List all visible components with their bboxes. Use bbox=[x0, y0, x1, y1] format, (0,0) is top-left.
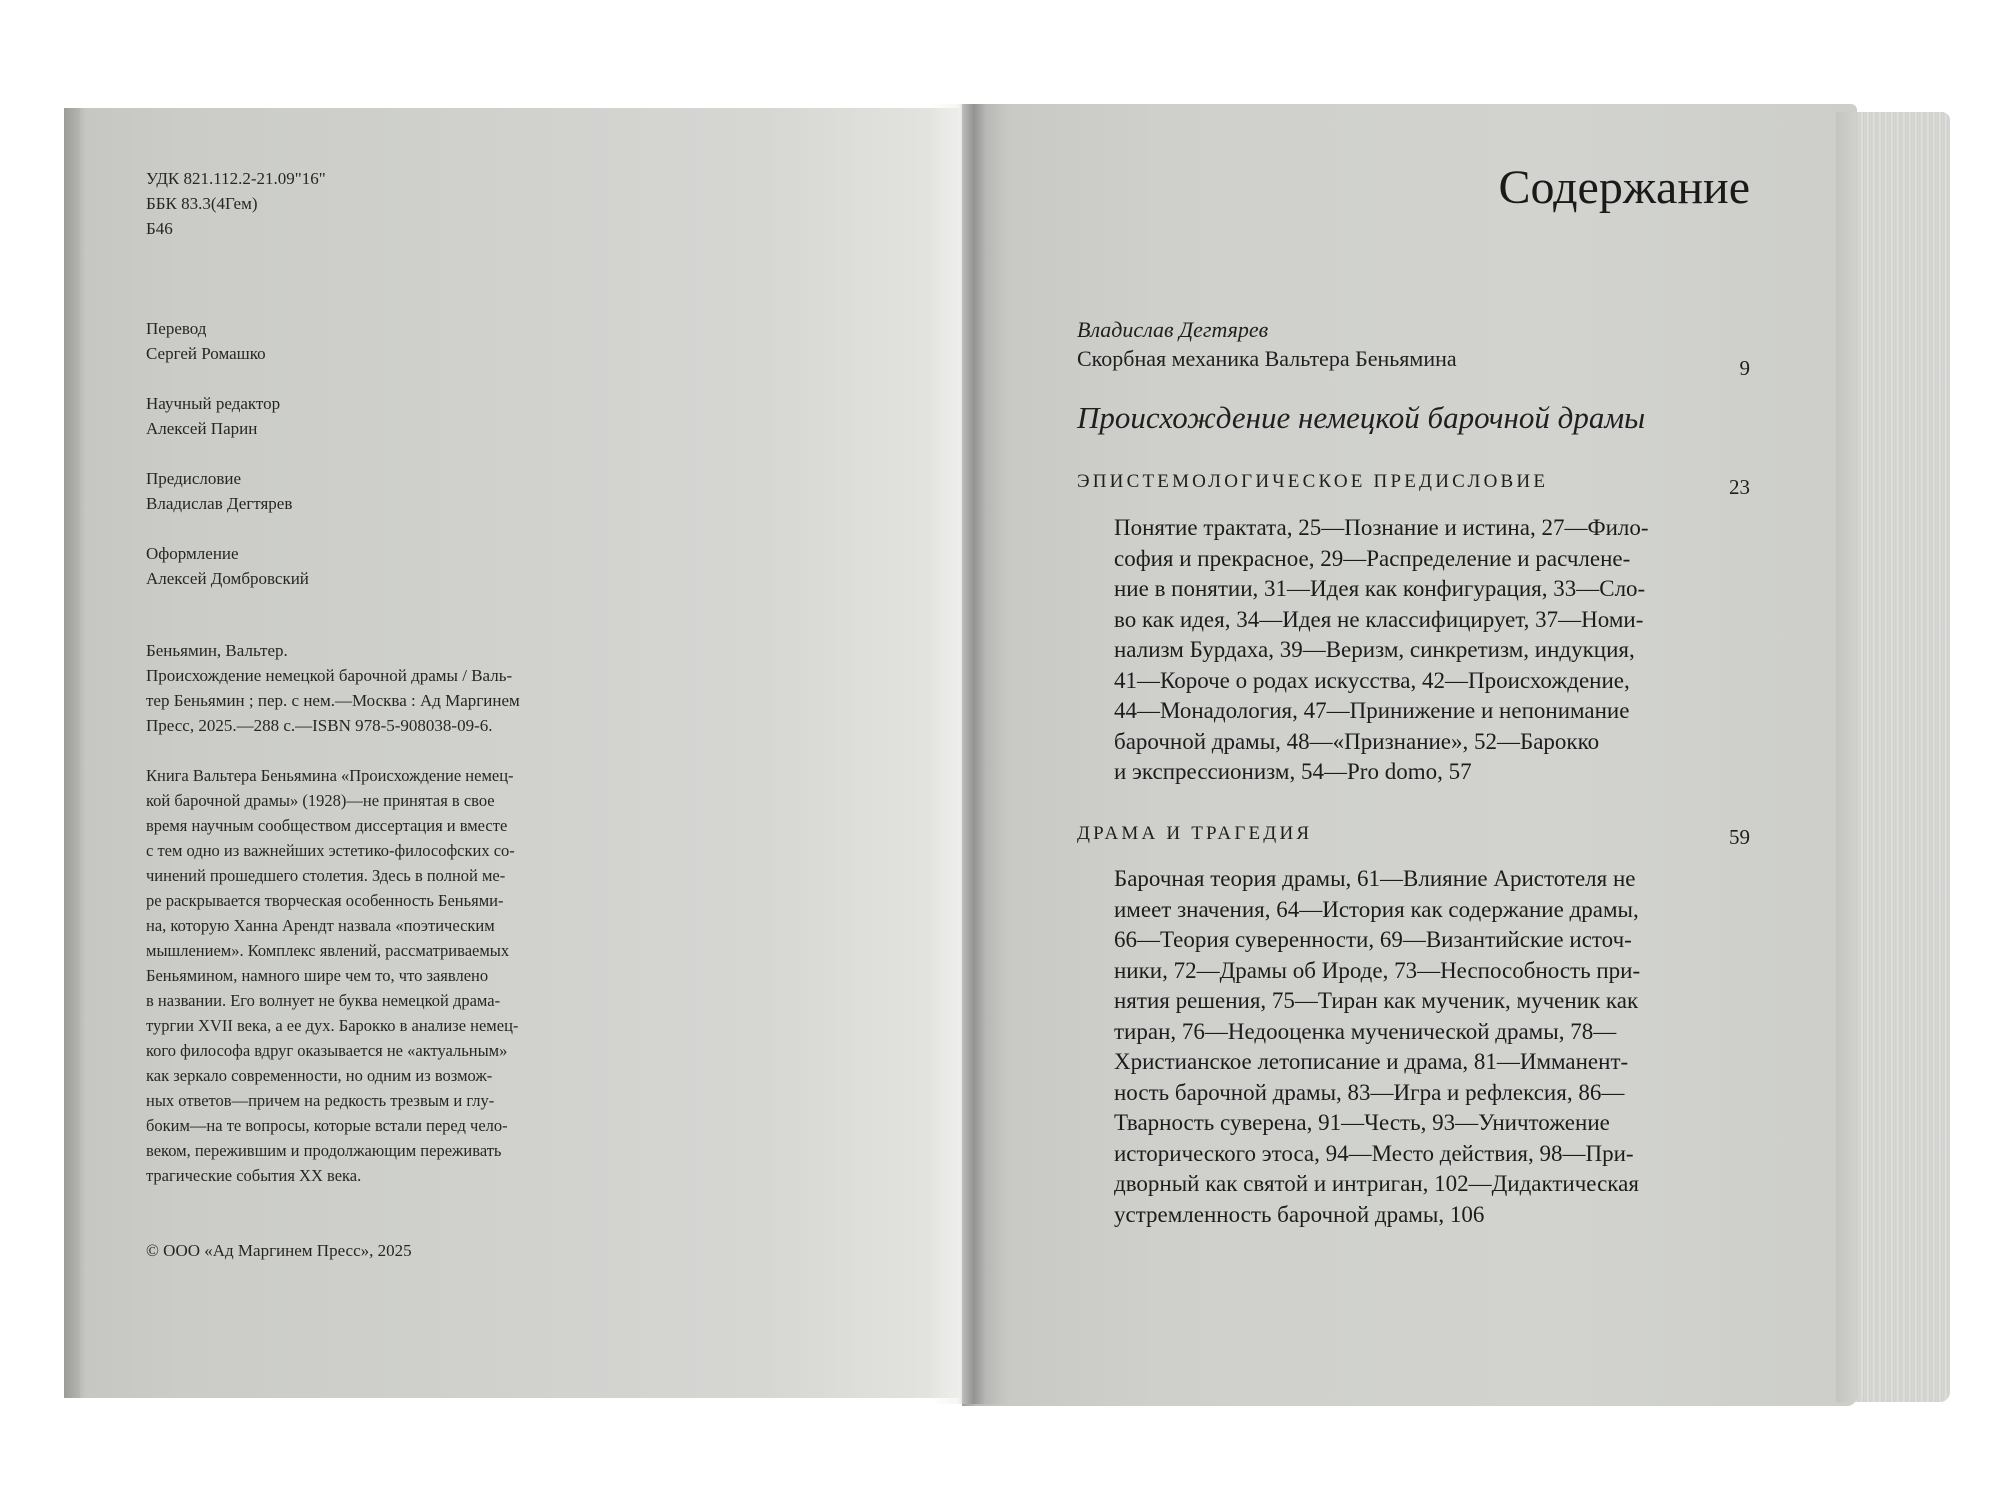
annotation-line: чинений прошедшего столетия. Здесь в полной ме- bbox=[146, 866, 506, 885]
section-contents bbox=[1114, 864, 1640, 1230]
annotation-line: Беньямином, намного шире чем то, что заявлено bbox=[146, 966, 489, 985]
toc-line: дворный как святой и интриган, 102—Дидактическая bbox=[1114, 1171, 1639, 1196]
annotation-line: кой барочной драмы» (1928)—не принятая в свое bbox=[146, 791, 495, 810]
credits bbox=[146, 316, 309, 616]
annotation-line: Книга Вальтера Беньямина «Происхождение немец- bbox=[146, 766, 514, 785]
toc-line: имеет значения, 64—История как содержание драмы, bbox=[1114, 896, 1639, 922]
biblio-line: Беньямин, Вальтер. bbox=[146, 641, 288, 660]
credit-role: Перевод bbox=[146, 319, 207, 338]
toc-line: исторического этоса, 94—Место действия, 98—При- bbox=[1114, 1140, 1634, 1166]
toc-line: ние в понятии, 31—Идея как конфигурация, 33—Сло- bbox=[1114, 576, 1646, 601]
annotation-line: боким—на те вопросы, которые встали перед чело- bbox=[146, 1116, 508, 1135]
toc-line: Барочная теория драмы, 61—Влияние Аристотеля не bbox=[1114, 866, 1636, 891]
annotation-line: как зеркало современности, но одним из возмож- bbox=[146, 1066, 493, 1085]
credit-role: Предисловие bbox=[146, 469, 242, 488]
annotation-line: кого философа вдруг оказывается не «актуальным» bbox=[146, 1041, 508, 1060]
credit-translation bbox=[146, 316, 309, 366]
credit-design bbox=[146, 541, 309, 591]
toc-line: 41—Короче о родах искусства, 42—Происхождение, bbox=[1114, 667, 1630, 693]
section-heading: ДРАМА И ТРАГЕДИЯ bbox=[1077, 823, 1313, 844]
toc-line: ность барочной драмы, 83—Игра и рефлексия, 86— bbox=[1114, 1079, 1625, 1105]
classification-codes bbox=[146, 166, 326, 241]
author-mark: Б46 bbox=[146, 219, 173, 238]
toc-line: Понятие трактата, 25—Познание и истина, 27—Фило- bbox=[1114, 515, 1649, 540]
foreword-title: Скорбная механика Вальтера Беньямина bbox=[1077, 346, 1457, 371]
section-heading: ЭПИСТЕМОЛОГИЧЕСКОЕ ПРЕДИСЛОВИЕ bbox=[1077, 471, 1549, 492]
annotation-line: мышлением». Комплекс явлений, рассматриваемых bbox=[146, 941, 510, 960]
toc-line: устремленность барочной драмы, 106 bbox=[1114, 1201, 1485, 1227]
biblio-line: тер Беньямин ; пер. с нем.—Москва : Ад Маргинем bbox=[146, 691, 520, 710]
toc-line: Тварность суверена, 91—Честь, 93—Уничтожение bbox=[1114, 1110, 1610, 1135]
biblio-line: Пресс, 2025.—288 с.—ISBN 978-5-908038-09-6. bbox=[146, 716, 493, 735]
toc-line: ники, 72—Драмы об Ироде, 73—Неспособность при- bbox=[1114, 957, 1641, 983]
bbk-code: ББК 83.3(4Гем) bbox=[146, 194, 258, 213]
foreword-page-number: 9 bbox=[1739, 356, 1750, 380]
page-stack-shade bbox=[1836, 112, 1856, 1402]
annotation-line: на, которую Ханна Арендт назвала «поэтическим bbox=[146, 916, 495, 935]
toc-line: во как идея, 34—Идея не классифицирует, 37—Номи- bbox=[1114, 606, 1644, 632]
annotation-line: ре раскрывается творческая особенность Беньями- bbox=[146, 891, 504, 910]
copyright: © ООО «Ад Маргинем Пресс», 2025 bbox=[146, 1241, 412, 1260]
toc-line: нятия решения, 75—Тиран как мученик, мученик как bbox=[1114, 988, 1639, 1013]
udk-code: УДК 821.112.2-21.09"16" bbox=[146, 169, 326, 188]
toc-line: нализм Бурдаха, 39—Веризм, синкретизм, индукция, bbox=[1114, 637, 1635, 662]
section-page-number: 59 bbox=[1729, 825, 1750, 849]
toc-line: барочной драмы, 48—«Признание», 52—Барокко bbox=[1114, 728, 1600, 754]
annotation bbox=[146, 763, 518, 1188]
credit-name: Алексей Домбровский bbox=[146, 569, 309, 588]
biblio-line: Происхождение немецкой барочной драмы / Валь- bbox=[146, 666, 513, 685]
bibliographic-record bbox=[146, 638, 520, 738]
left-page bbox=[64, 108, 959, 1398]
toc-line: софия и прекрасное, 29—Распределение и расчлене- bbox=[1114, 545, 1631, 571]
credit-name: Сергей Ромашко bbox=[146, 344, 266, 363]
toc-line: тиран, 76—Недооценка мученической драмы, 78— bbox=[1114, 1018, 1617, 1044]
toc-line: 66—Теория суверенности, 69—Византийские источ- bbox=[1114, 927, 1632, 952]
credit-name: Алексей Парин bbox=[146, 419, 258, 438]
annotation-line: ных ответов—причем на редкость трезвым и глу- bbox=[146, 1091, 495, 1110]
annotation-line: с тем одно из важнейших эстетико-философских со- bbox=[146, 841, 515, 860]
credit-role: Научный редактор bbox=[146, 394, 281, 413]
credit-name: Владислав Дегтярев bbox=[146, 494, 293, 513]
credit-foreword bbox=[146, 466, 309, 516]
work-title: Происхождение немецкой барочной драмы bbox=[1077, 400, 1646, 435]
toc-line: Христианское летописание и драма, 81—Имманент- bbox=[1114, 1049, 1629, 1074]
toc-line: и экспрессионизм, 54—Pro domo, 57 bbox=[1114, 759, 1472, 784]
credit-role: Оформление bbox=[146, 544, 239, 563]
section-contents bbox=[1114, 513, 1649, 788]
page-title: Содержание bbox=[1498, 161, 1750, 214]
credit-editor bbox=[146, 391, 309, 441]
annotation-line: время научным сообществом диссертация и вместе bbox=[146, 816, 508, 835]
left-page-edge bbox=[64, 108, 80, 1398]
section-page-number: 23 bbox=[1729, 475, 1750, 499]
toc-line: 44—Монадология, 47—Принижение и непонимание bbox=[1114, 698, 1630, 723]
foreword-author: Владислав Дегтярев bbox=[1077, 317, 1269, 342]
book-gutter bbox=[930, 104, 1010, 1404]
annotation-line: тургии XVII века, а ее дух. Барокко в анализе немец- bbox=[146, 1016, 519, 1035]
annotation-line: веком, пережившим и продолжающим переживать bbox=[146, 1141, 502, 1160]
annotation-line: в названии. Его волнует не буква немецкой драма- bbox=[146, 991, 501, 1010]
annotation-line: трагические события XX века. bbox=[146, 1166, 362, 1185]
